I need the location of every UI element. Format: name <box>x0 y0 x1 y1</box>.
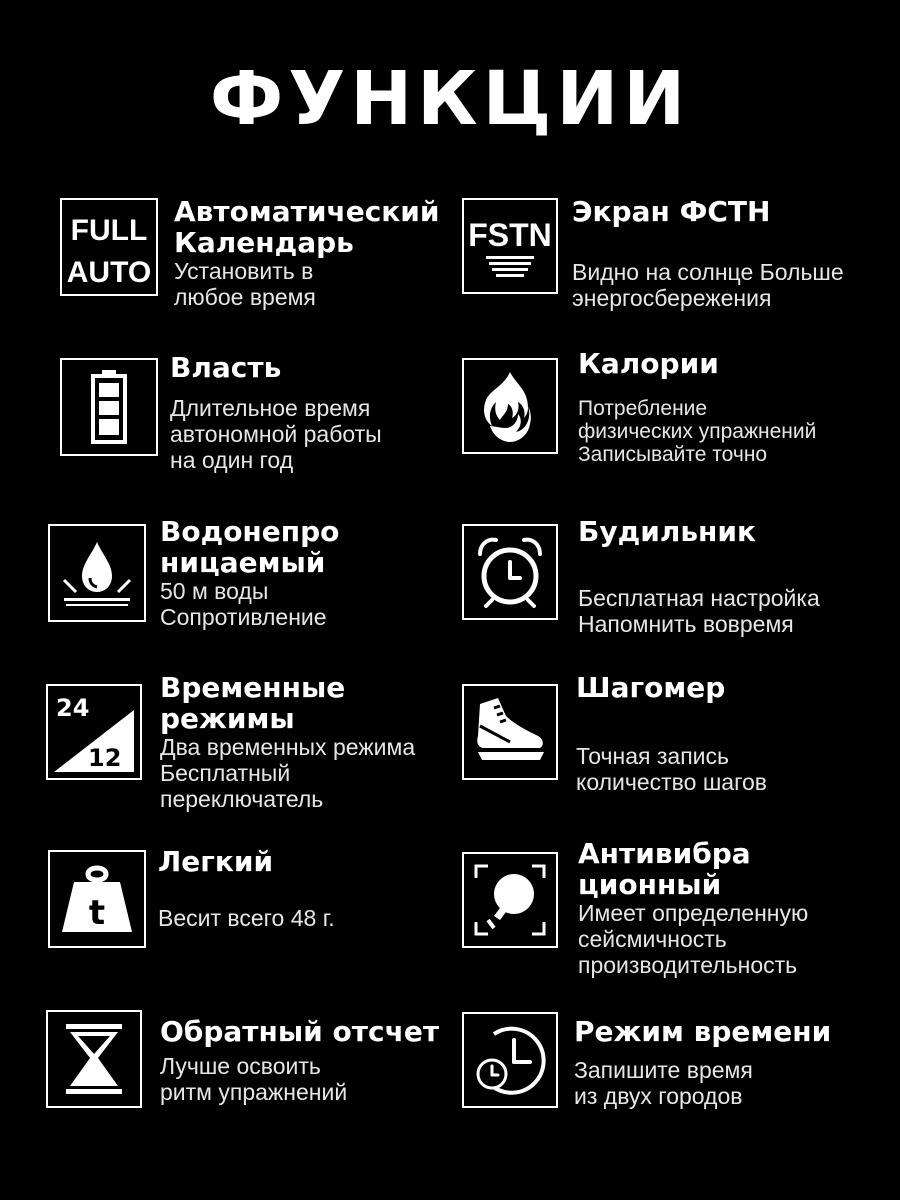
weight-icon <box>48 850 146 948</box>
feature-desc-line: на один год <box>170 447 294 473</box>
battery-icon <box>60 358 158 456</box>
feature-desc <box>158 905 335 931</box>
feature-title <box>572 196 844 227</box>
feature-desc <box>576 743 767 795</box>
feature-desc-line: Потребление <box>578 397 708 420</box>
feature-title <box>170 352 382 383</box>
feature-title-line: Обратный отсчет <box>160 1015 440 1048</box>
feature-desc-line: Два временных режима <box>160 734 416 760</box>
feature-title <box>578 348 816 379</box>
time-mode-24-12-icon <box>46 684 142 780</box>
feature-title <box>160 672 415 734</box>
feature-desc <box>160 1053 439 1105</box>
feature-title-line: Водонепро <box>160 515 340 548</box>
full-auto-icon-text-1: FULL <box>70 214 148 247</box>
feature-desc-line: Точная запись <box>576 743 729 769</box>
feature-desc <box>578 397 816 466</box>
feature-desc <box>160 578 339 630</box>
feature-desc-line: 50 м воды <box>160 578 269 604</box>
hourglass-icon <box>46 1010 142 1108</box>
weight-icon-text: t <box>88 893 106 933</box>
feature-text <box>574 1016 831 1109</box>
feature-desc-line: любое время <box>174 284 316 310</box>
feature-desc-line: Запишите время <box>574 1057 753 1083</box>
feature-desc <box>574 1057 831 1109</box>
feature-title-line: Будильник <box>578 515 757 548</box>
feature-text <box>578 348 816 466</box>
feature-desc-line: сейсмичность <box>578 926 727 952</box>
feature-title-line: Календарь <box>174 226 354 259</box>
feature-desc-line: Длительное время <box>170 395 371 421</box>
feature-title-line: Антивибра <box>578 837 751 870</box>
feature-desc <box>170 395 382 473</box>
feature-desc-line: ритм упражнений <box>160 1079 348 1105</box>
feature-title-line: Власть <box>170 351 282 384</box>
feature-desc-line: количество шагов <box>576 769 767 795</box>
feature-title-line: Автоматический <box>174 195 440 228</box>
full-auto-icon-text-2: AUTO <box>66 256 152 289</box>
feature-desc-line: Установить в <box>174 258 314 284</box>
alarm-clock-icon <box>462 524 558 620</box>
feature-title-line: Режим времени <box>574 1015 832 1048</box>
feature-title <box>578 838 808 900</box>
feature-title-line: ционный <box>578 868 722 901</box>
sneaker-icon <box>462 684 558 780</box>
feature-desc <box>160 734 415 812</box>
feature-title <box>578 516 820 547</box>
feature-desc <box>174 258 440 310</box>
feature-title-line: Калории <box>578 347 719 380</box>
feature-title-line: Шагомер <box>576 671 726 704</box>
feature-desc <box>578 585 820 637</box>
feature-title-line: Экран ФСТН <box>572 195 771 228</box>
feature-desc-line: Сопротивление <box>160 604 327 630</box>
feature-desc-line: производительность <box>578 952 798 978</box>
feature-desc-line: Лучше освоить <box>160 1053 321 1079</box>
feature-desc-line: Весит всего 48 г. <box>158 905 335 931</box>
feature-text <box>578 516 820 637</box>
full-auto-calendar-icon <box>60 198 158 296</box>
time-mode-24-text: 24 <box>56 694 90 722</box>
light-bulb-icon <box>462 852 558 948</box>
feature-desc-line: Записывайте точно <box>578 443 768 466</box>
feature-title-line: Временные <box>160 671 346 704</box>
feature-title <box>174 196 440 258</box>
feature-title <box>576 672 767 703</box>
feature-text <box>160 516 339 630</box>
feature-desc-line: из двух городов <box>574 1083 743 1109</box>
feature-text <box>572 196 844 311</box>
feature-desc-line: Бесплатная настройка <box>578 585 820 611</box>
feature-desc-line: автономной работы <box>170 421 382 447</box>
feature-text <box>174 196 440 310</box>
fstn-screen-icon <box>462 198 558 294</box>
feature-desc-line: Бесплатный <box>160 760 291 786</box>
fstn-icon-text: FSTN <box>468 217 552 253</box>
feature-desc-line: энергосбережения <box>572 285 772 311</box>
feature-text <box>160 1016 439 1105</box>
feature-desc-line: переключатель <box>160 786 324 812</box>
feature-text <box>576 672 767 795</box>
feature-desc-line: физических упражнений <box>578 420 817 443</box>
feature-title-line: Легкий <box>158 845 274 878</box>
feature-title <box>158 846 335 877</box>
feature-text <box>578 838 808 978</box>
feature-desc-line: Напомнить вовремя <box>578 611 794 637</box>
feature-title <box>160 516 339 578</box>
feature-desc-line: Видно на солнце Больше <box>572 259 844 285</box>
feature-desc <box>578 900 808 978</box>
feature-text <box>158 846 335 931</box>
time-mode-12-text: 12 <box>88 744 122 772</box>
feature-title <box>160 1016 439 1047</box>
page-title: ФУНКЦИИ <box>209 56 691 142</box>
water-drop-icon <box>48 524 146 622</box>
flame-icon <box>462 358 558 454</box>
feature-text <box>170 352 382 473</box>
feature-title <box>574 1016 831 1047</box>
feature-desc-line: Имеет определенную <box>578 900 809 926</box>
dual-clock-icon <box>462 1012 558 1108</box>
feature-text <box>160 672 415 812</box>
feature-desc <box>572 259 844 311</box>
feature-title-line: ницаемый <box>160 546 326 579</box>
feature-title-line: режимы <box>160 702 295 735</box>
